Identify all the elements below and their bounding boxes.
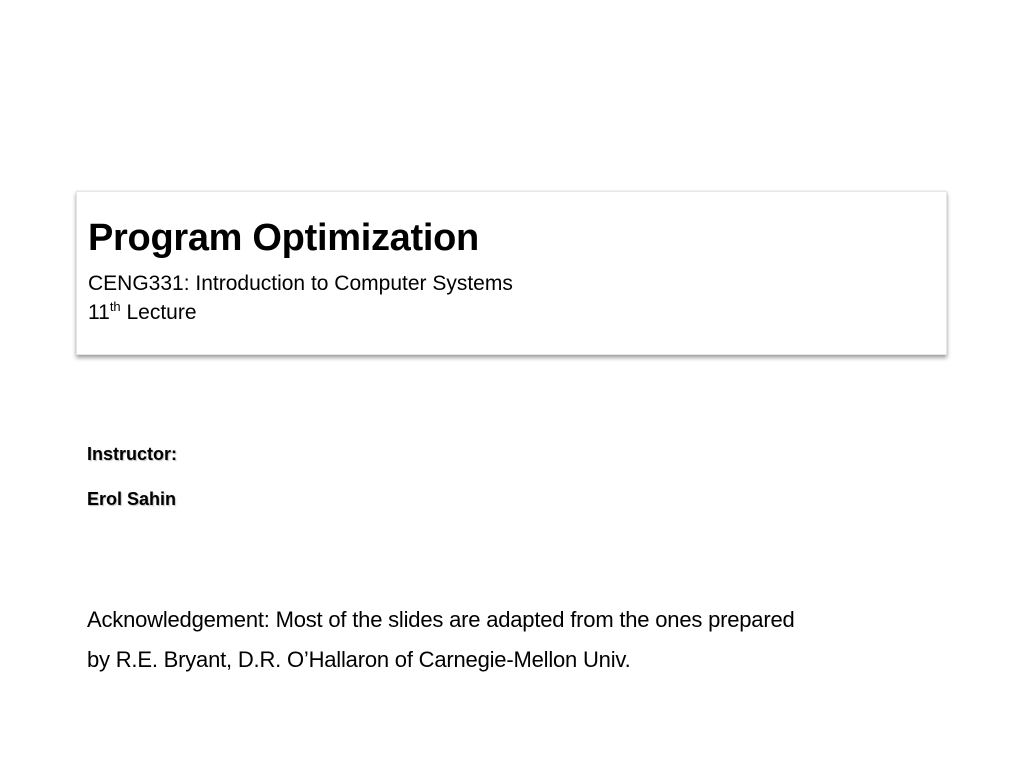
instructor-name: Erol Sahin (87, 489, 177, 509)
lecture-line (88, 299, 197, 327)
lecture-suffix: th (109, 299, 121, 314)
slide-title: Program Optimization (88, 217, 479, 259)
slide-subtitle: CENG331: Introduction to Computer Systems (88, 272, 513, 295)
acknowledgement-line-2: by R.E. Bryant, D.R. O’Hallaron of Carnegie-Mellon Univ. (87, 647, 631, 672)
instructor-label: Instructor: (87, 444, 177, 464)
acknowledgement-line-1: Acknowledgement: Most of the slides are adapted from the ones prepared (87, 607, 795, 632)
lecture-word: Lecture (120, 301, 197, 324)
acknowledgement (87, 600, 987, 680)
title-box (76, 191, 947, 355)
lecture-number: 11 (88, 301, 110, 324)
